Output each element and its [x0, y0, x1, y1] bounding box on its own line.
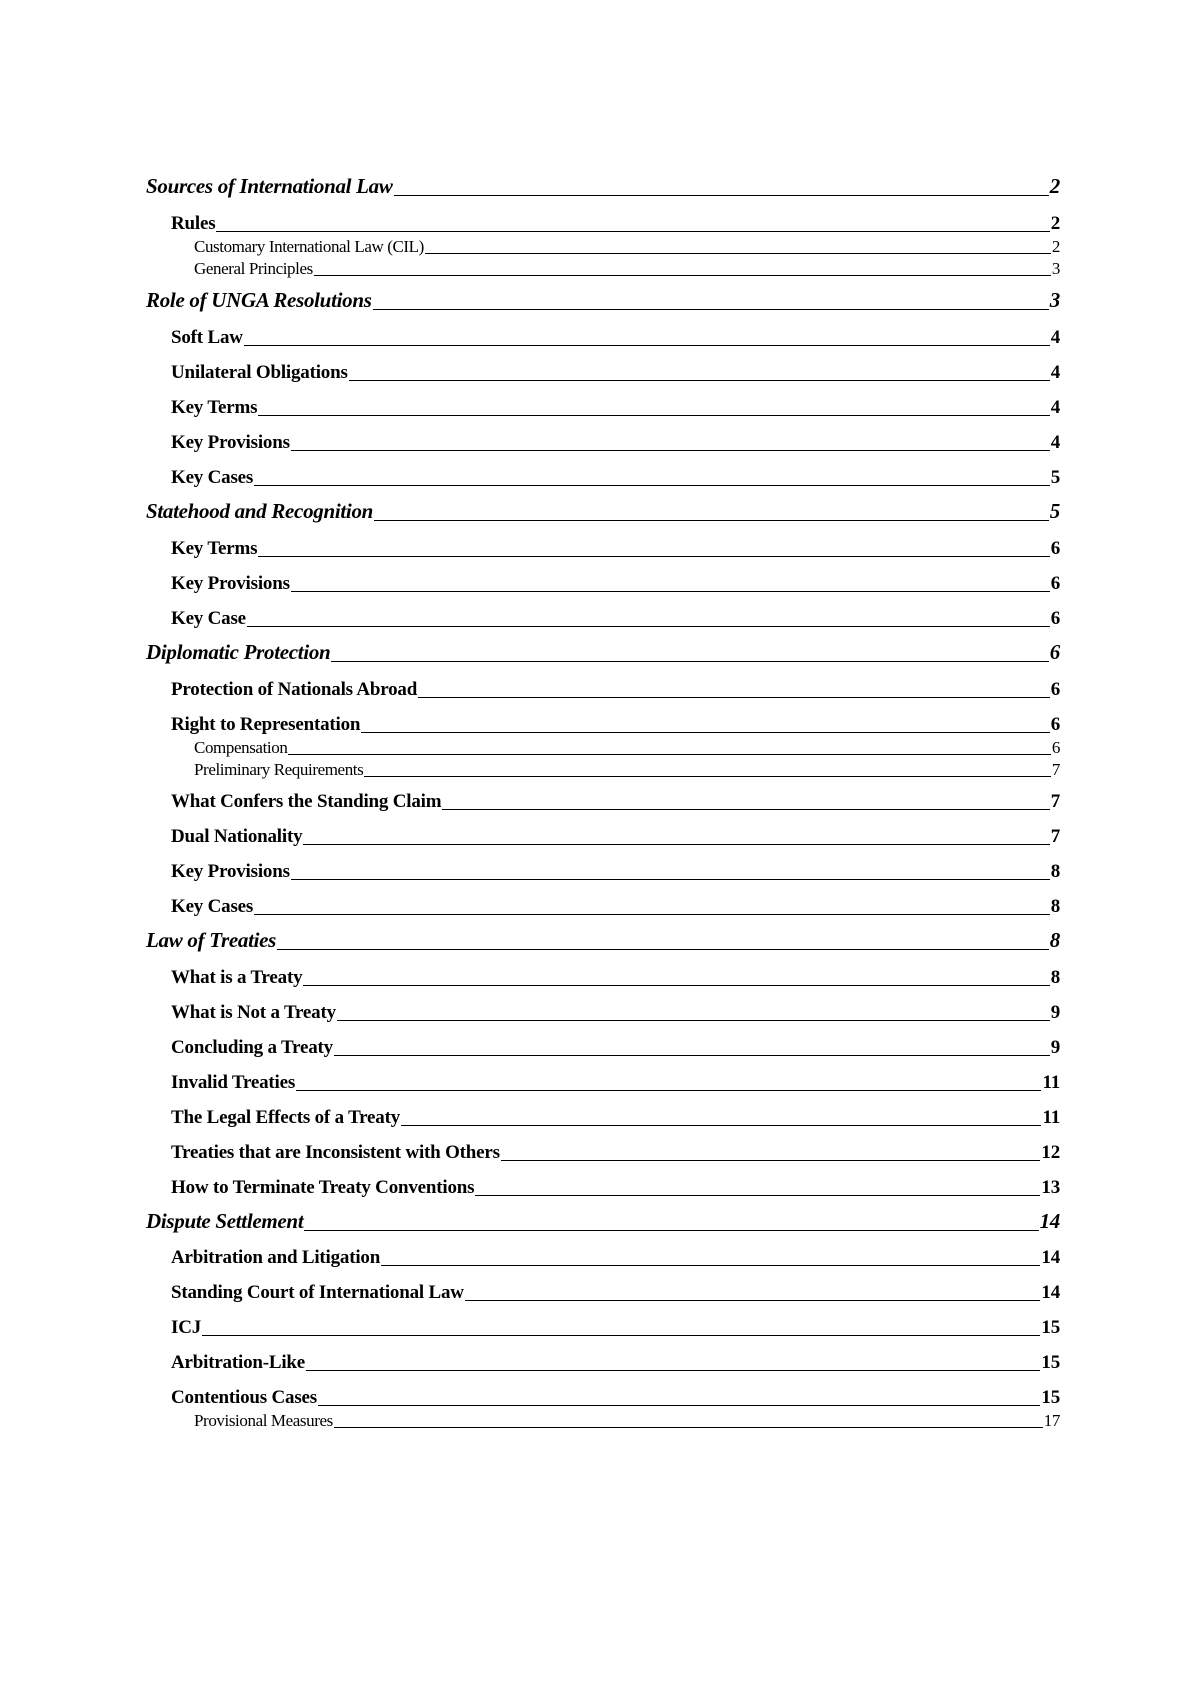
toc-entry-level2-what-confers-the-standing-claim[interactable] [171, 792, 1060, 811]
toc-entry-level1-statehood-and-recognition[interactable] [146, 501, 1060, 522]
toc-entry-level1-law-of-treaties[interactable] [146, 930, 1060, 951]
toc-leader-line [306, 1370, 1040, 1371]
toc-entry-label: ICJ [171, 1317, 202, 1338]
toc-page-number: 4 [1050, 397, 1060, 418]
toc-entry-label: Role of UNGA Resolutions [146, 288, 372, 312]
toc-leader-line [361, 732, 1049, 733]
toc-entry-label: Contentious Cases [171, 1387, 317, 1408]
toc-page-number: 5 [1050, 467, 1060, 488]
toc-entry-level2-key-provisions[interactable] [171, 433, 1060, 452]
toc-page-number: 14 [1041, 1247, 1060, 1268]
toc-page-number: 4 [1050, 362, 1060, 383]
toc-entry-label: Arbitration and Litigation [171, 1247, 381, 1268]
toc-page-number: 8 [1049, 928, 1060, 952]
toc-leader-line [425, 253, 1051, 254]
toc-entry-level2-key-cases[interactable] [171, 897, 1060, 916]
toc-entry-level2-the-legal-effects-of-a-treaty[interactable] [171, 1108, 1060, 1127]
toc-leader-line [331, 661, 1048, 662]
toc-entry-label: What is a Treaty [171, 967, 303, 988]
toc-entry-label: Key Cases [171, 467, 254, 488]
toc-page-number: 2 [1049, 174, 1060, 198]
toc-entry-level2-standing-court-of-international-law[interactable] [171, 1283, 1060, 1302]
toc-page-number: 7 [1050, 791, 1060, 812]
toc-entry-level2-how-to-terminate-treaty-conventions[interactable] [171, 1178, 1060, 1197]
toc-page-number: 6 [1049, 640, 1060, 664]
toc-page-number: 14 [1039, 1209, 1060, 1233]
toc-entry-label: Preliminary Requirements [194, 760, 364, 779]
toc-entry-label: Key Terms [171, 538, 258, 559]
toc-entry-label: How to Terminate Treaty Conventions [171, 1177, 475, 1198]
toc-page-number: 8 [1050, 896, 1060, 917]
toc-entry-level3-preliminary-requirements[interactable] [194, 761, 1060, 778]
toc-leader-line [501, 1160, 1041, 1161]
toc-entry-label: Key Case [171, 608, 246, 629]
toc-leader-line [288, 754, 1050, 755]
toc-entry-level2-concluding-a-treaty[interactable] [171, 1038, 1060, 1057]
toc-leader-line [291, 879, 1050, 880]
toc-page-number: 6 [1050, 679, 1060, 700]
toc-leader-line [318, 1405, 1040, 1406]
toc-entry-label: Key Terms [171, 397, 258, 418]
toc-entry-level2-arbitration-like[interactable] [171, 1353, 1060, 1372]
toc-leader-line [373, 309, 1049, 310]
toc-leader-line [202, 1335, 1040, 1336]
toc-entry-level3-provisional-measures[interactable] [194, 1412, 1060, 1429]
toc-entry-label: Protection of Nationals Abroad [171, 679, 418, 700]
toc-page-number: 6 [1050, 714, 1060, 735]
toc-entry-label: Customary International Law (CIL) [194, 237, 424, 256]
toc-entry-label: Unilateral Obligations [171, 362, 348, 383]
toc-entry-level2-key-provisions[interactable] [171, 574, 1060, 593]
toc-leader-line [394, 195, 1049, 196]
toc-leader-line [277, 949, 1049, 950]
toc-entry-level2-arbitration-and-litigation[interactable] [171, 1248, 1060, 1267]
toc-page-number: 14 [1041, 1282, 1060, 1303]
toc-leader-line [291, 591, 1050, 592]
toc-leader-line [381, 1265, 1040, 1266]
toc-entry-label: What is Not a Treaty [171, 1002, 336, 1023]
toc-page-number: 7 [1050, 826, 1060, 847]
toc-entry-label: The Legal Effects of a Treaty [171, 1107, 401, 1128]
toc-entry-label: Key Provisions [171, 573, 290, 594]
toc-entry-level1-sources-of-international-law[interactable] [146, 176, 1060, 197]
toc-entry-level2-key-cases[interactable] [171, 468, 1060, 487]
toc-entry-level2-treaties-that-are-inconsistent-with-others[interactable] [171, 1143, 1060, 1162]
toc-leader-line [442, 809, 1049, 810]
toc-entry-level2-key-terms[interactable] [171, 398, 1060, 417]
toc-leader-line [304, 1230, 1038, 1231]
toc-leader-line [254, 485, 1050, 486]
toc-page-number: 12 [1041, 1142, 1060, 1163]
toc-page-number: 3 [1049, 288, 1060, 312]
toc-entry-label: Law of Treaties [146, 928, 277, 952]
toc-leader-line [418, 697, 1050, 698]
toc-entry-level2-invalid-treaties[interactable] [171, 1073, 1060, 1092]
toc-entry-label: Compensation [194, 738, 288, 757]
toc-page-number: 6 [1050, 573, 1060, 594]
toc-entry-label: What Confers the Standing Claim [171, 791, 442, 812]
toc-entry-label: Treaties that are Inconsistent with Others [171, 1142, 500, 1163]
toc-entry-label: Key Provisions [171, 432, 290, 453]
toc-leader-line [303, 985, 1049, 986]
toc-leader-line [314, 275, 1051, 276]
toc-leader-line [258, 556, 1049, 557]
toc-leader-line [303, 844, 1049, 845]
toc-entry-level2-dual-nationality[interactable] [171, 827, 1060, 846]
toc-entry-label: Dual Nationality [171, 826, 303, 847]
toc-entry-level2-icj[interactable] [171, 1318, 1060, 1337]
toc-page-number: 13 [1041, 1177, 1060, 1198]
toc-page-number: 7 [1051, 760, 1060, 779]
toc-page-number: 6 [1051, 738, 1060, 757]
toc-leader-line [475, 1195, 1040, 1196]
toc-entry-level3-compensation[interactable] [194, 739, 1060, 756]
toc-leader-line [254, 914, 1050, 915]
toc-page-number: 4 [1050, 432, 1060, 453]
toc-leader-line [216, 231, 1049, 232]
toc-entry-label: Diplomatic Protection [146, 640, 331, 664]
toc-page-number: 4 [1050, 327, 1060, 348]
toc-entry-level2-key-terms[interactable] [171, 539, 1060, 558]
toc-page-number: 9 [1050, 1002, 1060, 1023]
toc-leader-line [247, 626, 1050, 627]
toc-leader-line [401, 1125, 1041, 1126]
toc-leader-line [337, 1020, 1050, 1021]
toc-leader-line [374, 520, 1049, 521]
toc-entry-label: Soft Law [171, 327, 243, 348]
toc-entry-level1-diplomatic-protection[interactable] [146, 642, 1060, 663]
toc-entry-label: Invalid Treaties [171, 1072, 296, 1093]
toc-page-number: 6 [1050, 608, 1060, 629]
toc-entry-level1-dispute-settlement[interactable] [146, 1211, 1060, 1232]
toc-leader-line [465, 1300, 1041, 1301]
toc-entry-level2-right-to-representation[interactable] [171, 715, 1060, 734]
toc-page-number: 8 [1050, 967, 1060, 988]
toc-leader-line [334, 1055, 1050, 1056]
toc-page-number: 15 [1041, 1352, 1060, 1373]
toc-leader-line [244, 345, 1050, 346]
toc-entry-label: Rules [171, 213, 216, 234]
toc-entry-label: Dispute Settlement [146, 1209, 304, 1233]
toc-entry-level2-what-is-not-a-treaty[interactable] [171, 1003, 1060, 1022]
toc-entry-label: Standing Court of International Law [171, 1282, 464, 1303]
toc-page-number: 5 [1049, 499, 1060, 523]
toc-entry-label: Concluding a Treaty [171, 1037, 333, 1058]
toc-page-number: 2 [1050, 213, 1060, 234]
toc-entry-level2-what-is-a-treaty[interactable] [171, 968, 1060, 987]
toc-entry-level2-unilateral-obligations[interactable] [171, 363, 1060, 382]
toc-entry-level3-customary-international-law-cil[interactable] [194, 238, 1060, 255]
toc-page-number: 15 [1041, 1317, 1060, 1338]
toc-leader-line [291, 450, 1050, 451]
toc-entry-label: General Principles [194, 259, 313, 278]
toc-page-number: 3 [1051, 259, 1060, 278]
toc-page-number: 2 [1051, 237, 1060, 256]
toc-entry-level3-general-principles[interactable] [194, 260, 1060, 277]
toc-entry-label: Arbitration-Like [171, 1352, 306, 1373]
toc-entry-level2-key-provisions[interactable] [171, 862, 1060, 881]
toc-entry-label: Sources of International Law [146, 174, 393, 198]
toc-entry-level2-key-case[interactable] [171, 609, 1060, 628]
toc-page-number: 11 [1042, 1072, 1060, 1093]
toc-page-number: 15 [1041, 1387, 1060, 1408]
toc-page-number: 8 [1050, 861, 1060, 882]
toc-entry-level1-role-of-unga-resolutions[interactable] [146, 290, 1060, 311]
toc-page-number: 9 [1050, 1037, 1060, 1058]
toc-leader-line [364, 776, 1051, 777]
toc-page-number: 17 [1043, 1411, 1060, 1430]
toc-entry-label: Right to Representation [171, 714, 361, 735]
toc-entry-level2-contentious-cases[interactable] [171, 1388, 1060, 1407]
toc-entry-label: Provisional Measures [194, 1411, 333, 1430]
toc-entry-label: Key Cases [171, 896, 254, 917]
toc-leader-line [349, 380, 1050, 381]
toc-leader-line [258, 415, 1049, 416]
toc-page-number: 11 [1042, 1107, 1060, 1128]
toc-entry-level2-rules[interactable] [171, 214, 1060, 233]
toc-entry-label: Statehood and Recognition [146, 499, 374, 523]
toc-entry-label: Key Provisions [171, 861, 290, 882]
toc-leader-line [296, 1090, 1041, 1091]
toc-leader-line [334, 1427, 1043, 1428]
toc-entry-level2-protection-of-nationals-abroad[interactable] [171, 680, 1060, 699]
toc-page-number: 6 [1050, 538, 1060, 559]
toc-entry-level2-soft-law[interactable] [171, 328, 1060, 347]
